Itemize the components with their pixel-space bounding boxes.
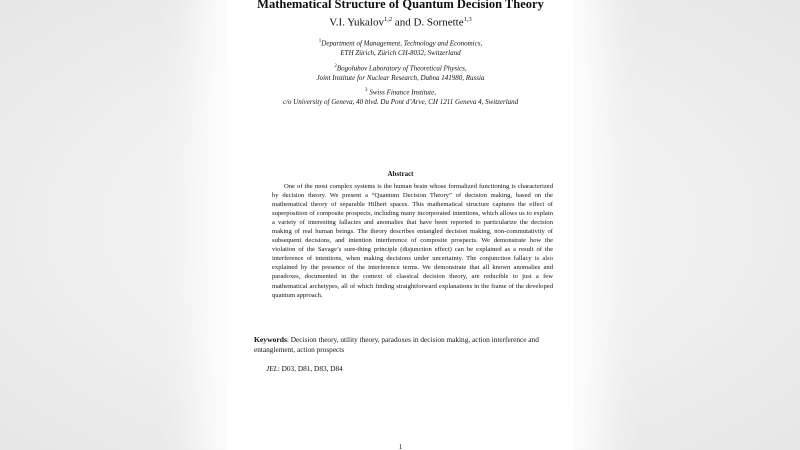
jel-codes bbox=[266, 364, 343, 373]
affiliation-2 bbox=[228, 62, 573, 83]
jel-label: JEL bbox=[266, 364, 278, 373]
keywords bbox=[254, 335, 576, 355]
affiliation-3-line2: c/o University of Geneva, 40 blvd. Du Pont d’Arve, CH 1211 Geneva 4, Switzerland bbox=[282, 98, 519, 107]
abstract-text: One of the most complex systems is the human brain whose formalized functioning is characterized by decision theory. We present a “Quantum Decision Theory” of decision making, based on the mathematical theory of separable Hilbert spaces. This mathematical structure captures the effect of superposition of composite prospects, including many incorporated intentions, which allows us to explain a variety of interesting fallacies and anomalies that have been reported to particularize the decision making of real human beings. The theory describes entangled decision making, non-commutativity of subsequent decisions, and intention interference of composite prospects. We demonstrate how the violation of the Savage’s sure-thing principle (disjunction effect) can be explained as a result of the interference of intentions, when making decisions under uncertainty. The conjunction fallacy is also explained by the presence of the interference terms. We demonstrate that all known anomalies and paradoxes, documented in the context of classical decision theory, are reducible to just a few mathematical archetypes, all of which finding straightforward explanations in the frame of the developed quantum approach. bbox=[272, 183, 553, 299]
affiliation-1-line2: ETH Zürich, Zürich CH-8032, Switzerland bbox=[340, 49, 461, 58]
affiliation-2-sup: 2 bbox=[334, 64, 337, 69]
author-2: D. Sornette bbox=[413, 16, 464, 29]
affiliation-1 bbox=[228, 37, 573, 58]
jel-text: : D03, D81, D83, D84 bbox=[277, 364, 343, 373]
affiliation-1-sup: 1 bbox=[318, 39, 322, 44]
affiliation-3-line1: Swiss Finance Institute, bbox=[367, 88, 436, 97]
affiliation-1-line1: Department of Management, Technology and Economics, bbox=[321, 39, 483, 48]
affiliation-3 bbox=[228, 86, 573, 107]
affiliation-3-sup: 3 bbox=[365, 88, 368, 93]
author-line bbox=[228, 16, 573, 29]
paper-title: Mathematical Structure of Quantum Decision Theory bbox=[257, 0, 544, 11]
abstract-heading: Abstract bbox=[387, 170, 414, 178]
page-number: 1 bbox=[398, 443, 403, 450]
affiliation-2-line2: Joint Institute for Nuclear Research, Dubna 141980, Russia bbox=[316, 74, 485, 83]
affiliation-2-line1: Bogolubov Laboratory of Theoretical Physics, bbox=[336, 64, 467, 73]
author-conjunction: and bbox=[392, 16, 414, 29]
author-2-sup: 1,3 bbox=[463, 16, 472, 23]
author-1: V.I. Yukalov bbox=[329, 16, 384, 29]
keywords-text: : Decision theory, utility theory, paradoxes in decision making, action interference and entanglement, action prospects bbox=[254, 335, 539, 354]
author-1-sup: 1,2 bbox=[383, 16, 393, 23]
keywords-label: Keywords bbox=[254, 335, 287, 344]
paper-page bbox=[228, 0, 573, 450]
